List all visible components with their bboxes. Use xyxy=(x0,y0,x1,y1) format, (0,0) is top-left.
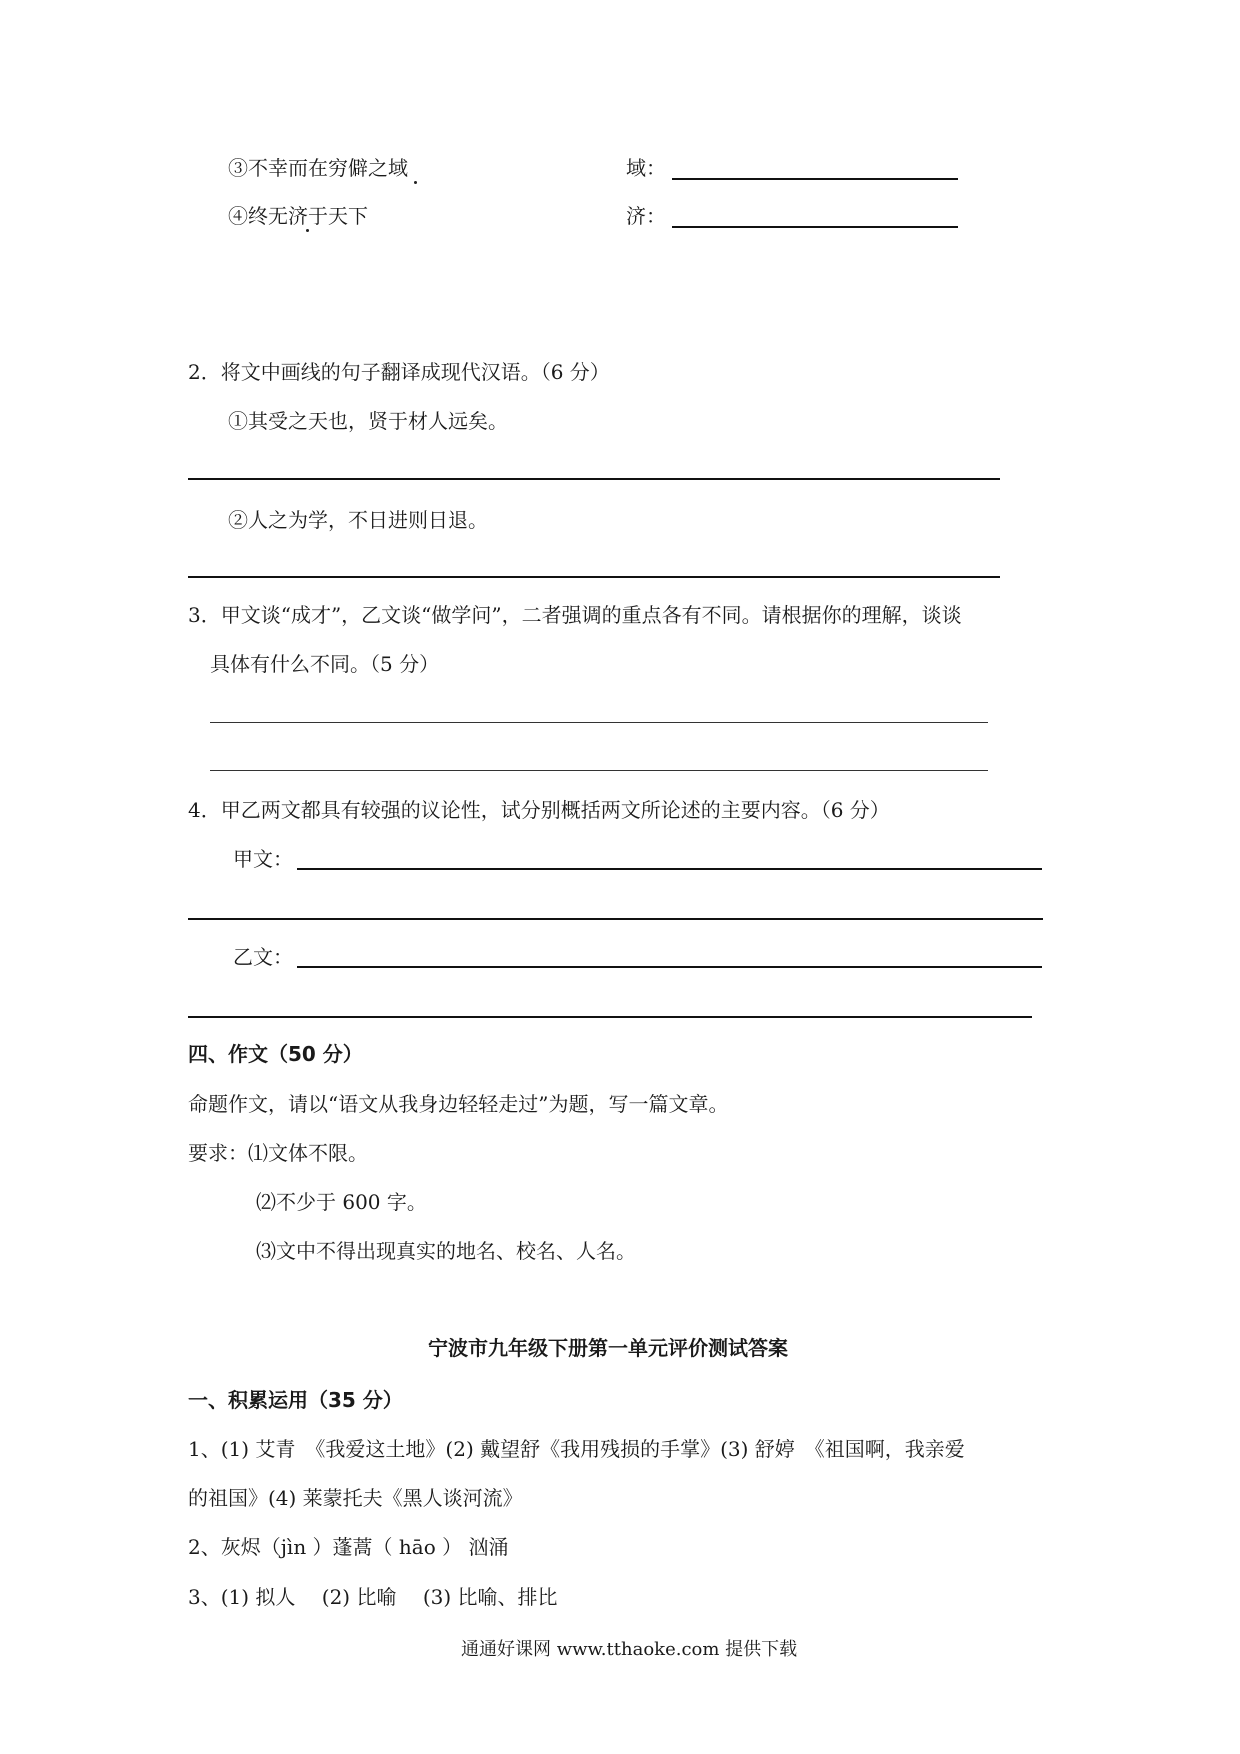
q1-item-3: ③不幸而在穷僻之域 xyxy=(228,156,408,180)
footer-credit: 通通好课网 www.tthaoke.com 提供下载 xyxy=(461,1639,798,1660)
q2-stem: 2．将文中画线的句子翻译成现代汉语。（6 分） xyxy=(188,360,610,384)
section-4-heading: 四、作文（50 分） xyxy=(188,1042,363,1066)
q2-answer-line-1[interactable] xyxy=(188,478,1000,480)
q1-item-3-answer-line[interactable] xyxy=(672,178,958,180)
q3-stem-line-2: 具体有什么不同。（5 分） xyxy=(210,652,440,676)
q1-item-3-label: 域： xyxy=(626,156,666,180)
q4-answer-a-line-1[interactable] xyxy=(297,868,1042,870)
q2-answer-line-2[interactable] xyxy=(188,576,1000,578)
answer-2: 2、灰烬（jìn ）蓬蒿（ hāo ） 汹涌 xyxy=(188,1535,509,1559)
q4-label-b: 乙文： xyxy=(233,945,293,969)
answers-title: 宁波市九年级下册第一单元评价测试答案 xyxy=(428,1336,788,1360)
q3-stem-line-1: 3．甲文谈“成才”，乙文谈“做学问”，二者强调的重点各有不同。请根据你的理解，谈谈 xyxy=(188,603,962,627)
composition-prompt: 命题作文，请以“语文从我身边轻轻走过”为题，写一篇文章。 xyxy=(188,1092,729,1116)
answer-3: 3、(1) 拟人 (2) 比喻 (3) 比喻、排比 xyxy=(188,1585,558,1609)
emphasis-dot xyxy=(414,181,417,184)
q4-answer-a-line-2[interactable] xyxy=(188,918,1043,920)
q4-answer-b-line-2[interactable] xyxy=(188,1016,1032,1018)
emphasis-dot xyxy=(306,229,309,232)
q3-answer-line-2[interactable] xyxy=(210,770,988,771)
answers-section-1-heading: 一、积累运用（35 分） xyxy=(188,1388,403,1412)
answer-1-line-1: 1、(1) 艾青 《我爱这土地》(2) 戴望舒《我用残损的手掌》(3) 舒婷 《祖国啊，我亲爱 xyxy=(188,1437,965,1461)
q1-item-4: ④终无济于天下 xyxy=(228,204,368,228)
answer-1-line-2: 的祖国》(4) 莱蒙托夫《黑人谈河流》 xyxy=(188,1486,523,1510)
q2-sentence-2: ②人之为学，不日进则日退。 xyxy=(228,508,488,532)
q4-stem: 4．甲乙两文都具有较强的议论性，试分别概括两文所论述的主要内容。（6 分） xyxy=(188,798,890,822)
q2-sentence-1: ①其受之天也，贤于材人远矣。 xyxy=(228,409,508,433)
composition-requirement-2: ⑵不少于 600 字。 xyxy=(256,1190,427,1214)
composition-requirement-3: ⑶文中不得出现真实的地名、校名、人名。 xyxy=(256,1239,636,1263)
composition-requirement-1: 要求：⑴文体不限。 xyxy=(188,1141,368,1165)
q4-answer-b-line-1[interactable] xyxy=(297,966,1042,968)
q1-item-4-label: 济： xyxy=(626,204,666,228)
q3-answer-line-1[interactable] xyxy=(210,722,988,723)
q1-item-4-answer-line[interactable] xyxy=(672,226,958,228)
q4-label-a: 甲文： xyxy=(233,847,293,871)
